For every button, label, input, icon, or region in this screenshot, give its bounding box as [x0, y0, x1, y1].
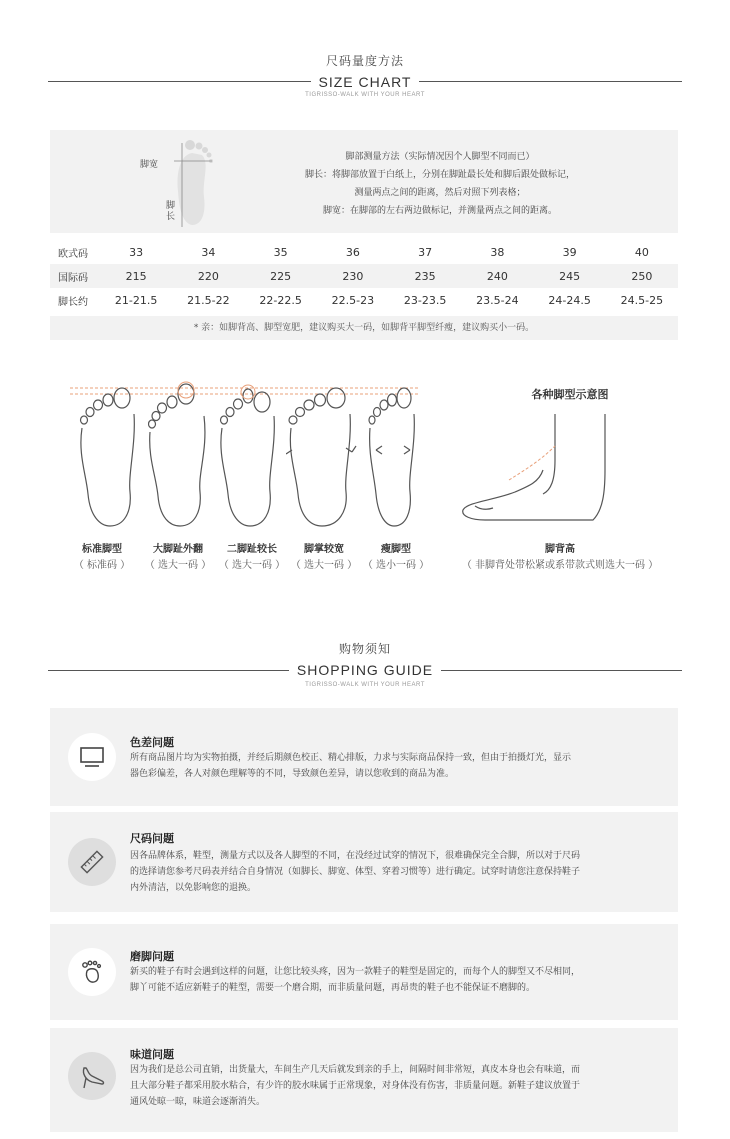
measure-panel: [50, 130, 678, 233]
size-chart-header: [0, 52, 730, 98]
size-table: [50, 240, 678, 312]
guide-item-size: [50, 812, 678, 912]
bunion-foot-icon: [148, 380, 212, 530]
size-cell: 23-23.5: [403, 293, 447, 307]
guide-icon-wrap: [68, 733, 116, 781]
guide-line: 器色彩偏差，各人对颜色理解等的不同，导致颜色差异，请以您收到的商品为准。: [130, 769, 455, 779]
guide-title: 味道问题: [130, 1048, 174, 1061]
size-cell: 33: [129, 245, 144, 259]
wide-foot-icon: [286, 384, 358, 530]
size-cell: 24-24.5: [548, 293, 591, 307]
foot-type-caption: [284, 542, 364, 574]
size-cell: 34: [201, 245, 216, 259]
long-second-toe-foot-icon: [218, 380, 282, 530]
guide-line: 所有商品图片均为实物拍摄，并经后期颜色校正、精心排版，力求与实际商品保持一致，但由于拍摄灯光，显示: [130, 753, 572, 763]
size-cell: 250: [631, 269, 653, 283]
guide-line: 因为我们是总公司直销，出货量大，车间生产几天后就发到亲的手上，间隔时间非常短，真皮本身也会有味道，而: [130, 1065, 581, 1075]
slim-foot-icon: [366, 384, 424, 530]
foot-type-title: 大脚趾外翻: [153, 544, 203, 555]
foot-type-title: 瘦脚型: [381, 544, 411, 555]
size-cell: 40: [634, 245, 649, 259]
foot-type-title: 二脚趾较长: [227, 544, 277, 555]
size-cell: 225: [270, 269, 292, 283]
guide-body: [130, 848, 670, 896]
size-row-eu: [50, 240, 678, 264]
foot-type-caption: [356, 542, 436, 574]
foot-type-advice: （ 选大一码 ）: [218, 560, 286, 571]
measure-line: 脚长：将脚部放置于白纸上，分别在脚趾最长处和脚后跟处做标记，: [304, 170, 575, 180]
monitor-icon: [79, 746, 105, 768]
high-instep-caption: [450, 542, 670, 574]
guide-line: 通风处晾一晾，味道会逐渐消失。: [130, 1097, 266, 1107]
guide-line: 内外清洁，以免影响您的退换。: [130, 883, 257, 893]
guide-icon-wrap: [68, 1052, 116, 1100]
guide-item-chafing: [50, 924, 678, 1020]
standard-foot-icon: [78, 384, 142, 530]
size-chart-en-title: SIZE CHART: [311, 74, 420, 90]
guide-body: [130, 964, 670, 996]
guide-line: 脚丫可能不适应新鞋子的鞋型，需要一个磨合期，而非质量问题，再昂贵的鞋子也不能保证不磨脚的。: [130, 983, 536, 993]
size-cell: 22-22.5: [259, 293, 302, 307]
size-cell: 215: [125, 269, 147, 283]
foot-width-label: 脚宽: [140, 160, 159, 170]
size-cell: 24.5-25: [620, 293, 664, 307]
shopping-guide-subtitle: TIGRISSO-WALK WITH YOUR HEART: [305, 682, 425, 688]
guide-item-color: [50, 708, 678, 806]
foot-type-caption: [62, 542, 142, 574]
measure-instructions: [230, 148, 650, 220]
guide-line: 因各品牌体系，鞋型，测量方式以及各人脚型的不同，在没经过试穿的情况下，很难确保完全合脚，所以对于尺码: [130, 851, 581, 861]
guide-body: [130, 750, 670, 782]
ruler-icon: [79, 849, 105, 875]
guide-title: 尺码问题: [130, 832, 174, 845]
size-cell: 37: [418, 245, 433, 259]
foot-type-advice: （ 选小一码 ）: [362, 560, 430, 571]
foot-type-advice: （ 标准码 ）: [73, 560, 131, 571]
measure-line: 脚宽：在脚部的左右两边做标记，并测量两点之间的距离。: [322, 206, 557, 216]
size-cell: 245: [559, 269, 581, 283]
foot-types-heading: 各种脚型示意图: [531, 388, 609, 401]
foot-type-title: 脚掌较宽: [304, 544, 344, 555]
foot-measure-illustration: [140, 133, 220, 229]
guide-title: 磨脚问题: [130, 950, 174, 963]
high-instep-foot-icon: [455, 410, 615, 530]
guide-title: 色差问题: [130, 736, 174, 749]
guide-line: 且大部分鞋子都采用胶水粘合，有少许的胶水味属于正常现象，对身体没有伤害，非质量问题。新鞋子建议放置于: [130, 1081, 581, 1091]
shopping-guide-cn-title: 购物须知: [338, 642, 391, 656]
foot-type-title: 标准脚型: [82, 544, 122, 555]
measure-line: 测量两点之间的距离，然后对照下列表格；: [354, 188, 526, 198]
size-row-intl: [50, 264, 678, 288]
footprint-icon: [79, 959, 105, 985]
size-cell: 35: [273, 245, 288, 259]
guide-line: 的选择请您参考尺码表并结合自身情况（如脚长、脚宽、体型、穿着习惯等）进行确定。试穿时请您注意保持鞋子: [130, 867, 581, 877]
size-cell: 21.5-22: [187, 293, 230, 307]
size-cell: 235: [414, 269, 436, 283]
foot-types: [0, 370, 730, 590]
size-chart-cn-title: 尺码量度方法: [325, 54, 404, 68]
row-header: 欧式码: [58, 248, 88, 260]
high-instep-title: 脚背高: [545, 544, 575, 555]
foot-type-caption: [212, 542, 292, 574]
row-header: 国际码: [58, 272, 88, 284]
size-cell: 21-21.5: [114, 293, 158, 307]
footprint-measure-icon: [140, 133, 220, 229]
size-cell: 230: [342, 269, 364, 283]
size-row-length: [50, 288, 678, 312]
row-header: 脚长约: [58, 296, 88, 308]
size-cell: 22.5-23: [331, 293, 375, 307]
size-cell: 240: [486, 269, 508, 283]
size-cell: 38: [490, 245, 505, 259]
shopping-guide-en-title: SHOPPING GUIDE: [289, 662, 441, 678]
size-cell: 36: [345, 245, 360, 259]
size-chart-subtitle: TIGRISSO-WALK WITH YOUR HEART: [305, 92, 425, 98]
foot-length-label: 脚长: [166, 201, 176, 222]
high-heel-icon: [78, 1062, 106, 1090]
guide-line: 新买的鞋子有时会遇到这样的问题，让您比较头疼，因为一款鞋子的鞋型是固定的，而每个人的脚型又不尽相同，: [130, 967, 581, 977]
foot-type-advice: （ 选大一码 ）: [144, 560, 212, 571]
measure-line: 脚部测量方法（实际情况因个人脚型不同而已）: [345, 152, 535, 162]
size-cell: 23.5-24: [476, 293, 519, 307]
foot-type-caption: [138, 542, 218, 574]
shopping-guide-header: [0, 640, 730, 688]
guide-body: [130, 1062, 670, 1110]
size-cell: 220: [197, 269, 219, 283]
foot-type-advice: （ 选大一码 ）: [290, 560, 358, 571]
guide-icon-wrap: [68, 948, 116, 996]
size-note: * 亲：如脚背高、脚型宽肥，建议购买大一码，如脚背平脚型纤瘦，建议购买小一码。: [50, 316, 678, 340]
guide-item-odor: [50, 1028, 678, 1132]
high-instep-advice: （ 非脚背处带松紧或系带款式则选大一码 ）: [461, 560, 659, 571]
size-cell: 39: [562, 245, 577, 259]
guide-icon-wrap: [68, 838, 116, 886]
